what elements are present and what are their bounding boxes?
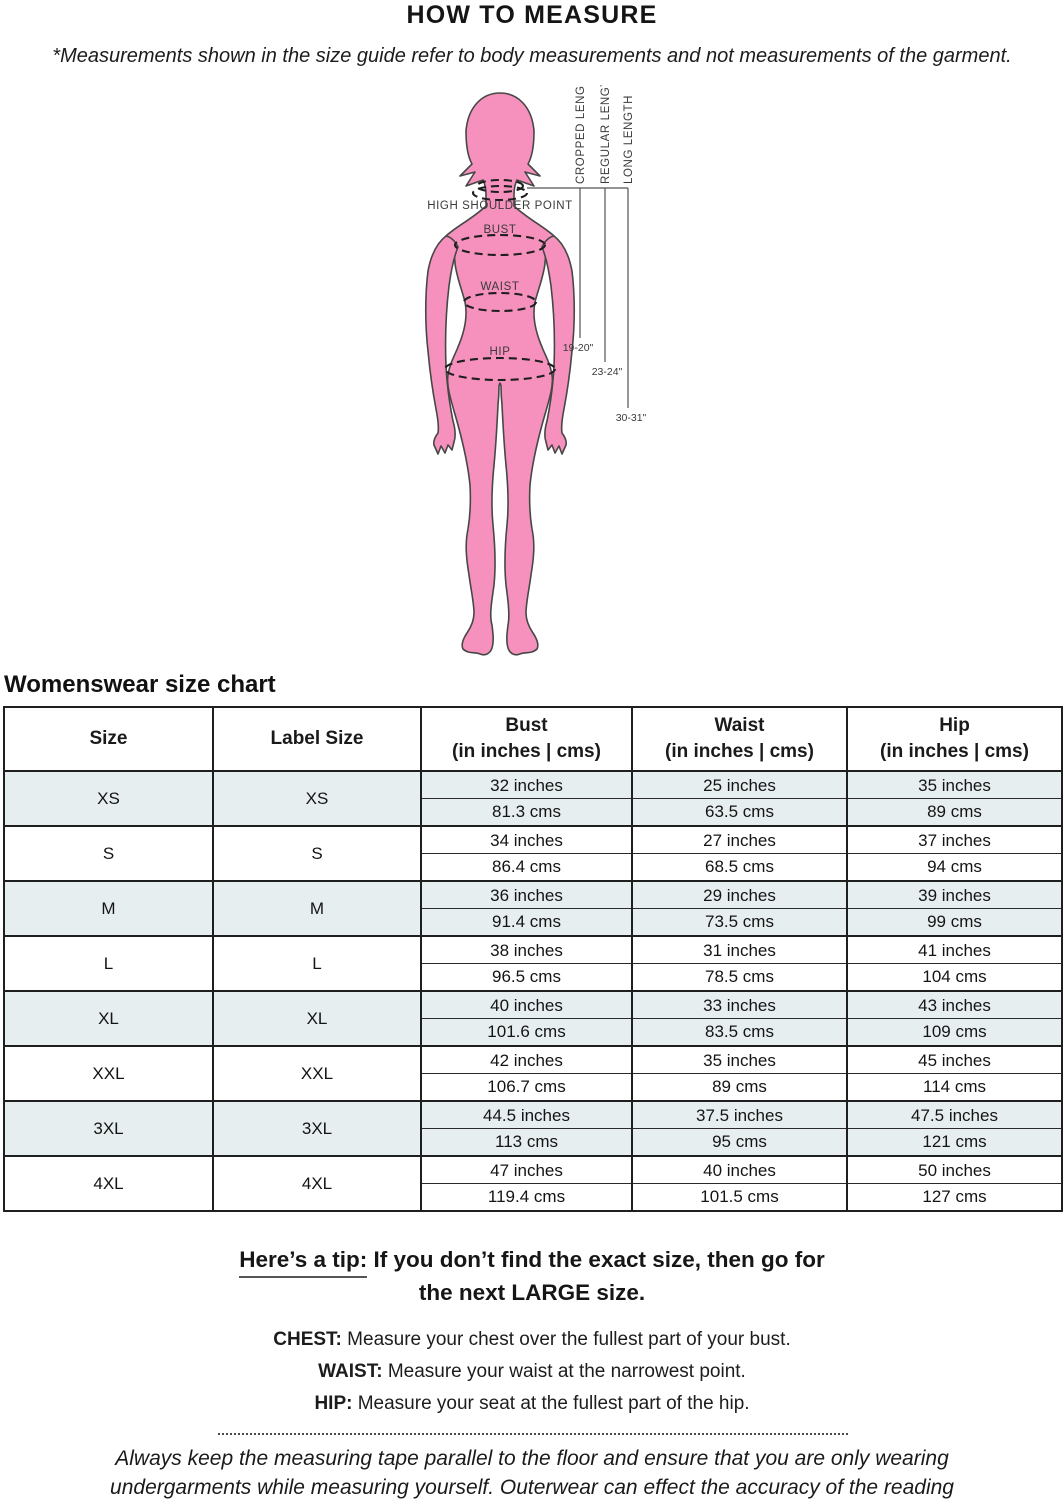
hip-cms: 127 cms [922,1187,987,1206]
bust-inches: 32 inches [422,772,631,799]
table-row-l [4,936,1062,991]
hip-label: HIP [489,346,511,358]
size-cell: L [4,936,213,991]
col-header-hip [847,707,1062,771]
waist-label: WAIST [480,281,520,293]
col-header-waist [632,707,847,771]
col-header-bust [421,707,632,771]
col-header-hip-label: Hip [939,715,970,736]
waist-instruction-text: Measure your waist at the narrowest point. [382,1361,746,1382]
page-title: HOW TO MEASURE [406,1,658,29]
col-header-size [4,707,213,771]
waist-cell [632,881,847,936]
sizing-tip [0,1243,1064,1309]
waist-inches: 29 inches [633,882,846,909]
hip-cms: 114 cms [923,1077,986,1096]
hip-instruction-label: HIP: [314,1393,353,1414]
bust-inches: 47 inches [422,1157,631,1184]
waist-inches: 25 inches [633,772,846,799]
hip-inches: 35 inches [848,772,1061,799]
waist-cms: 83.5 cms [705,1022,774,1041]
bust-cell [421,1046,632,1101]
col-header-bust-label: Bust [505,715,548,736]
bust-cms: 119.4 cms [487,1187,566,1206]
size-chart-heading: Womenswear size chart [4,671,276,698]
womenswear-size-table [3,706,1063,1212]
waist-instruction-label: WAIST: [318,1361,383,1382]
bust-cell [421,1156,632,1211]
hip-cms: 104 cms [922,967,987,986]
sizing-tip-line2: the next LARGE size. [418,1280,646,1305]
hip-inches: 39 inches [848,882,1061,909]
regular-length-label: REGULAR LENGTH [600,85,612,184]
sizing-tip-line1 [0,1243,1064,1276]
bust-label: BUST [483,224,517,236]
waist-inches: 33 inches [633,992,846,1019]
bust-cms: 86.4 cms [492,857,561,876]
waist-inches: 37.5 inches [633,1102,846,1129]
bust-cell [421,991,632,1046]
bust-cell [421,826,632,881]
torso-head-legs-shape [446,93,554,655]
high-shoulder-point-label: HIGH SHOULDER POINT [427,200,573,212]
bust-cms: 81.3 cms [492,802,561,821]
label-size-cell: L [213,936,421,991]
label-size-cell: 4XL [213,1156,421,1211]
hip-inches: 43 inches [848,992,1061,1019]
waist-cms: 63.5 cms [705,802,774,821]
label-size-cell: M [213,881,421,936]
hip-cell [847,826,1062,881]
hip-instruction [0,1388,1064,1420]
bust-inches: 42 inches [422,1047,631,1074]
cropped-length-label: CROPPED LENGTH [575,85,587,184]
hip-inches: 50 inches [848,1157,1061,1184]
hip-cms: 89 cms [927,802,982,821]
waist-cell [632,1156,847,1211]
bust-cms: 113 cms [495,1132,558,1151]
waist-cell [632,991,847,1046]
sizing-tip-rest: If you don’t find the exact size, then go for [367,1247,825,1272]
hip-inches: 47.5 inches [848,1102,1061,1129]
hip-cell [847,1156,1062,1211]
waist-cms: 95 cms [712,1132,767,1151]
label-size-cell: S [213,826,421,881]
col-header-label-size [213,707,421,771]
hip-cell [847,1101,1062,1156]
bust-cell [421,936,632,991]
body-silhouette [426,93,575,655]
hip-cell [847,881,1062,936]
hip-cms: 109 cms [922,1022,987,1041]
waist-inches: 40 inches [633,1157,846,1184]
hip-cell [847,936,1062,991]
col-header-bust-units: (in inches | cms) [452,741,601,762]
label-size-cell: XL [213,991,421,1046]
waist-cell [632,936,847,991]
label-size-cell: 3XL [213,1101,421,1156]
table-row-s [4,826,1062,881]
bust-cms: 91.4 cms [492,912,561,931]
table-row-m [4,881,1062,936]
cropped-length-range: 19-20" [562,342,594,354]
sizing-tip-lead: Here’s a tip: [239,1247,367,1278]
female-silhouette-figure [388,85,708,665]
hip-cell [847,771,1062,826]
bust-inches: 34 inches [422,827,631,854]
col-header-waist-label: Waist [714,715,765,736]
chest-instruction-text: Measure your chest over the fullest part of your bust. [341,1329,791,1350]
hip-inches: 41 inches [848,937,1061,964]
bust-cms: 96.5 cms [492,967,561,986]
hip-inches: 45 inches [848,1047,1061,1074]
table-row-xl [4,991,1062,1046]
size-cell: M [4,881,213,936]
measurement-note: *Measurements shown in the size guide refer to body measurements and not measurements of the garment. [52,45,1012,67]
waist-cell [632,1101,847,1156]
size-cell: XS [4,771,213,826]
bust-cell [421,1101,632,1156]
waist-cell [632,826,847,881]
label-size-cell: XXL [213,1046,421,1101]
col-header-waist-units: (in inches | cms) [665,741,814,762]
waist-cell [632,1046,847,1101]
table-row-xs [4,771,1062,826]
size-cell: S [4,826,213,881]
waist-cell [632,771,847,826]
hip-cell [847,991,1062,1046]
bust-inches: 44.5 inches [422,1102,631,1129]
hip-cms: 121 cms [922,1132,987,1151]
bust-inches: 36 inches [422,882,631,909]
long-length-label: LONG LENGTH [623,94,635,184]
hip-cms: 94 cms [927,857,982,876]
long-length-range: 30-31" [615,412,647,424]
measuring-instructions [0,1324,1064,1420]
waist-cms: 101.5 cms [700,1187,779,1206]
hip-inches: 37 inches [848,827,1061,854]
table-row-xxl [4,1046,1062,1101]
bust-inches: 38 inches [422,937,631,964]
waist-cms: 73.5 cms [705,912,774,931]
footnote-text: Always keep the measuring tape parallel to the floor and ensure that you are only wearing undergarments while measuring yourself. Outerwear can effect the accuracy of the reading [110,1447,954,1499]
table-row-4xl [4,1156,1062,1211]
hip-cms: 99 cms [927,912,982,931]
body-measurement-diagram [388,85,708,665]
size-cell: XL [4,991,213,1046]
bust-cell [421,771,632,826]
bust-cms: 101.6 cms [487,1022,566,1041]
chest-instruction-label: CHEST: [273,1329,342,1350]
waist-instruction [0,1356,1064,1388]
dotted-divider [218,1433,848,1435]
bust-cms: 106.7 cms [487,1077,566,1096]
bust-cell [421,881,632,936]
waist-inches: 31 inches [633,937,846,964]
waist-cms: 78.5 cms [705,967,774,986]
col-header-size-label: Size [89,728,128,749]
table-header-row [4,707,1062,771]
left-arm-shape [426,236,458,454]
bust-inches: 40 inches [422,992,631,1019]
regular-length-range: 23-24" [591,366,623,378]
waist-cms: 89 cms [712,1077,767,1096]
col-header-label-size-label: Label Size [270,728,364,749]
waist-inches: 27 inches [633,827,846,854]
waist-inches: 35 inches [633,1047,846,1074]
col-header-hip-units: (in inches | cms) [880,741,1029,762]
size-cell: XXL [4,1046,213,1101]
size-cell: 3XL [4,1101,213,1156]
table-row-3xl [4,1101,1062,1156]
label-size-cell: XS [213,771,421,826]
hip-instruction-text: Measure your seat at the fullest part of the hip. [352,1393,750,1414]
size-cell: 4XL [4,1156,213,1211]
chest-instruction [0,1324,1064,1356]
hip-cell [847,1046,1062,1101]
waist-cms: 68.5 cms [705,857,774,876]
